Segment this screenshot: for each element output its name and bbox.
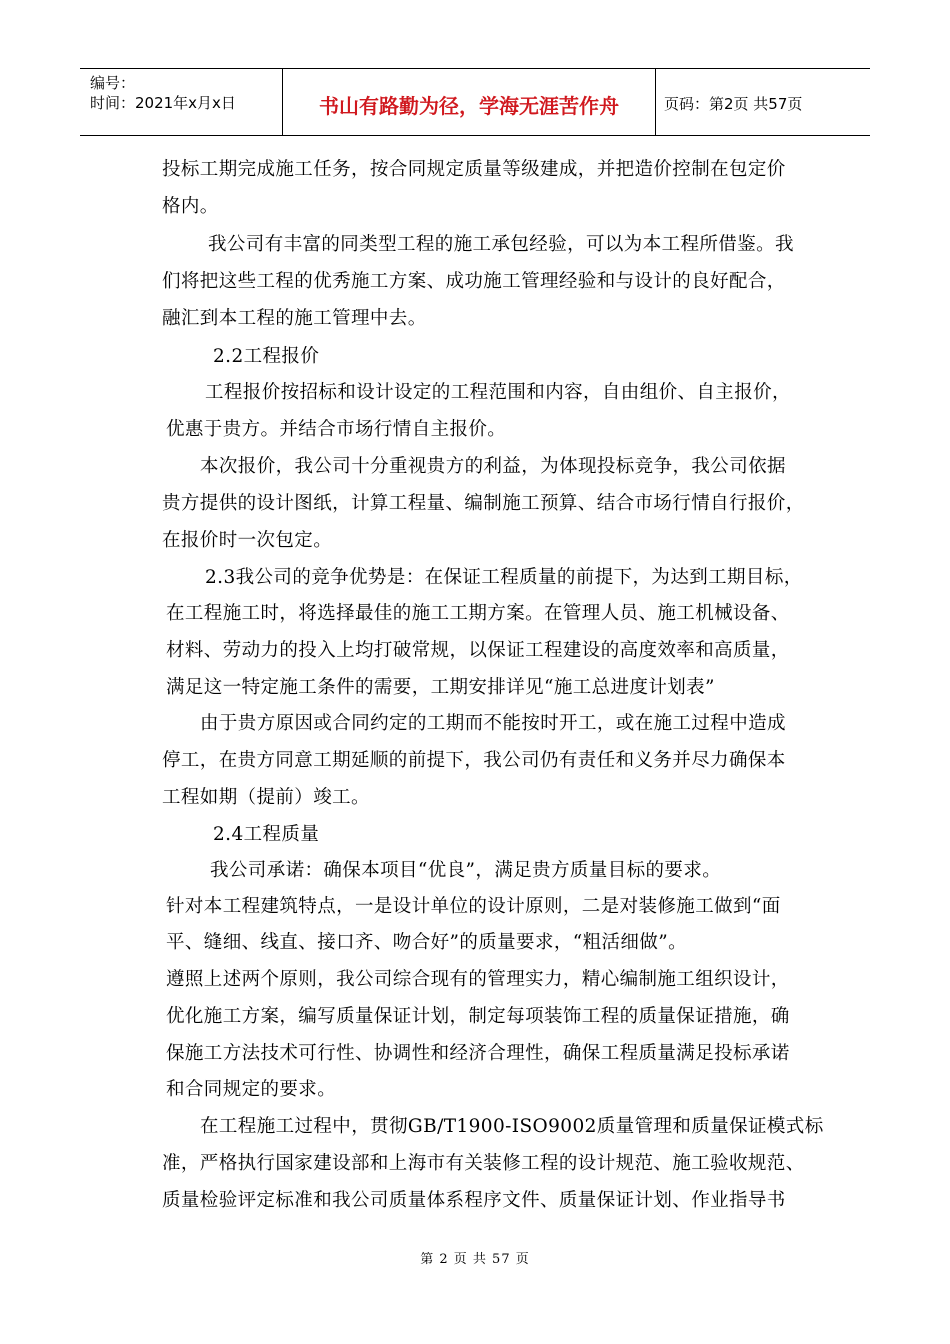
body-line: 材料、劳动力的投入上均打破常规，以保证工程建设的高度效率和高质量， xyxy=(166,640,790,661)
body-line: 工程如期（提前）竣工。 xyxy=(162,787,370,808)
body-line: 停工，在贵方同意工期延顺的前提下，我公司仍有责任和义务并尽力确保本 xyxy=(162,750,786,771)
document-time-label: 时间：2021年x月x日 xyxy=(90,94,236,112)
body-line: 和合同规定的要求。 xyxy=(166,1079,337,1100)
body-line: 遵照上述两个原则，我公司综合现有的管理实力，精心编制施工组织设计， xyxy=(166,969,790,990)
body-line: 们将把这些工程的优秀施工方案、成功施工管理经验和与设计的良好配合， xyxy=(162,271,786,292)
body-line: 准，严格执行国家建设部和上海市有关装修工程的设计规范、施工验收规范、 xyxy=(162,1153,805,1174)
body-line: 我公司有丰富的同类型工程的施工承包经验，可以为本工程所借鉴。我 xyxy=(208,234,794,255)
section-heading: 2.2工程报价 xyxy=(213,346,320,367)
body-line: 由于贵方原因或合同约定的工期而不能按时开工，或在施工过程中造成 xyxy=(200,713,786,734)
body-line: 平、缝细、线直、接口齐、吻合好”的质量要求，“粗活细做”。 xyxy=(166,932,687,953)
body-line: 工程报价按招标和设计设定的工程范围和内容，自由组价、自主报价， xyxy=(205,382,791,403)
body-line: 在报价时一次包定。 xyxy=(162,530,333,551)
page-footer: 第 2 页 共 57 页 xyxy=(420,1252,530,1267)
header-page-code: 页码：第2页 共57页 xyxy=(664,94,803,113)
header-motto: 书山有路勤为径，学海无涯苦作舟 xyxy=(283,69,656,135)
body-line: 保施工方法技术可行性、协调性和经济合理性，确保工程质量满足投标承诺 xyxy=(166,1043,790,1064)
body-line: 2.3我公司的竞争优势是：在保证工程质量的前提下，为达到工期目标， xyxy=(205,567,803,588)
body-line: 满足这一特定施工条件的需要，工期安排详见“施工总进度计划表” xyxy=(166,677,715,698)
body-line: 质量检验评定标准和我公司质量体系程序文件、质量保证计划、作业指导书 xyxy=(162,1190,786,1211)
body-line: 在工程施工过程中，贯彻GB/T1900-ISO9002质量管理和质量保证模式标 xyxy=(200,1116,824,1137)
body-line: 本次报价，我公司十分重视贵方的利益，为体现投标竞争，我公司依据 xyxy=(200,456,786,477)
body-line: 我公司承诺：确保本项目“优良”，满足贵方质量目标的要求。 xyxy=(210,860,722,881)
body-line: 针对本工程建筑特点，一是设计单位的设计原则，二是对装修施工做到“面 xyxy=(166,896,781,917)
body-line: 融汇到本工程的施工管理中去。 xyxy=(162,308,427,329)
document-number-label: 编号： xyxy=(90,74,136,92)
body-line: 优惠于贵方。并结合市场行情自主报价。 xyxy=(166,419,507,440)
section-heading: 2.4工程质量 xyxy=(213,824,320,845)
body-line: 优化施工方案，编写质量保证计划，制定每项装饰工程的质量保证措施，确 xyxy=(166,1006,790,1027)
body-line: 在工程施工时，将选择最佳的施工工期方案。在管理人员、施工机械设备、 xyxy=(166,603,790,624)
body-line: 贵方提供的设计图纸，计算工程量、编制施工预算、结合市场行情自行报价， xyxy=(162,493,805,514)
body-line: 投标工期完成施工任务，按合同规定质量等级建成，并把造价控制在包定价 xyxy=(162,159,786,180)
body-line: 格内。 xyxy=(162,196,219,217)
